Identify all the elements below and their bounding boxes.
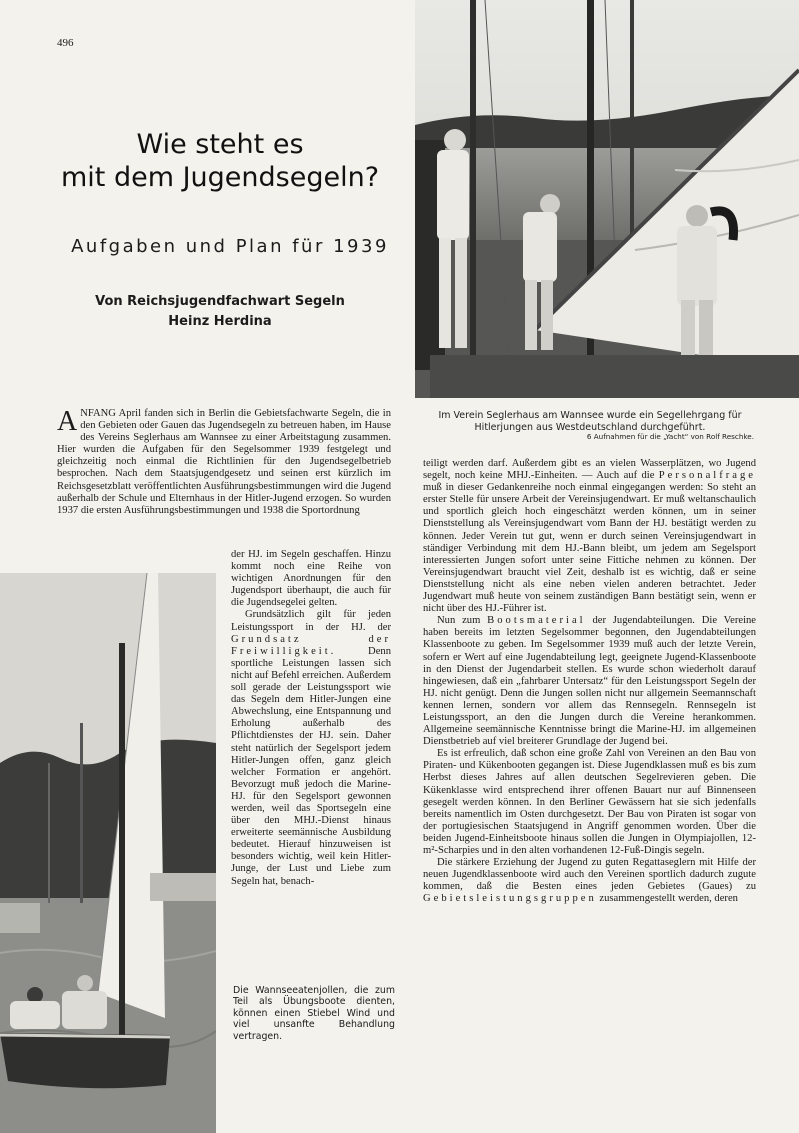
p2-text-a: Grundsätzlich gilt für jeden Leistungssport in der HJ. der: [231, 609, 391, 633]
col2-p1-b: muß in dieser Gedankenreihe noch einmal eingegangen werden: So steht an erster Stelle für unsere Arbeit der Vereinsjugendwart. Er muß weltanschaulich und sportlich gleich hoch eingeschätzt werden können, um in seiner Dienststellung als Vereinsjugendwart vom Bann der HJ. bestätigt werden zu können. Jeder Verein tut gut, wenn er durch seinen Vereinsjugendwart in ständiger Verbindung mit dem HJ.-Bann bleibt, um jedem am Segelsport interessierten Jungen sofort unter seine Fittiche nehmen zu können. Der Vereinsjugendwart braucht viel Zeit, deshalb ist es wichtig, daß er seine Dienststellung nicht als eine neben vielen anderen betrachtet. Jeder Jugendwart muß heute von seinem zuständigen Bann bestätigt sein, wenn er nicht über des HJ.-Führer ist.: [423, 482, 756, 615]
paragraph-regattasegler: [423, 857, 756, 905]
page-number: 496: [57, 37, 74, 49]
title-line-2: mit dem Jugendsegeln?: [60, 162, 380, 193]
paragraph-jugendklassen: Es ist erfreulich, daß schon eine große Zahl von Vereinen an den Bau von Piraten- und Kükenbooten gegangen ist. Diese Jugendklassen muß es bis zum Herbst dieses Jahres auf allen deutschen Segelrevieren geben. Die Kükenklasse wird entsprechend ihrer offenen Bauart nur auf Binnenseen gesegelt werden können. In den Berliner Gewässern hat sie sich jedenfalls bereits namentlich im Osten durchgesetzt. Der Bau von Piraten ist sogar von der portugiesischen Staatsjugend in Angriff genommen worden. Über die beiden Jugend-Einheitsboote hinaus sollen die Jungen in Olympiajollen, 12-m²-Scharpies und in den alten vorhandenen 12-Fuß-Dingis segeln.: [423, 748, 756, 856]
col2-p4-a: Die stärkere Erziehung der Jugend zu guten Regattaseglern mit Hilfe der neuen Jugendklassenboote wird auch den Vereinen sportlich dadurch zugute kommen, daß die Besten eines jeden Gebietes (Gaues) zu: [423, 857, 756, 893]
paragraph-freiwilligkeit: [231, 609, 391, 887]
p2-text-b: Denn sportliche Leistungen lassen sich nicht auf Befehl erreichen. Außerdem soll gerade der Leistungssport wie das Segeln dem Hitler-Jungen eine Abwechslung, eine Entspannung und Erholung außerhalb des Pflichtdienstes der HJ. sein. Daher steht natürlich der Segelsport jedem Hitler-Jungen offen, ganz gleich welcher Formation er angehört. Bevorzugt muß jedoch die Marine-HJ. für den Segelsport gewonnen werden, weil das Sportsegeln eine über den MHJ.-Dienst hinaus erweiterte seemännische Ausbildung bedeutet. Hierauf hinzuweisen ist besonders wichtig, weil kein Hitler-Junge, der Lust und Liebe zum Segeln hat, benach-: [231, 645, 391, 887]
intro-text: NFANG April fanden sich in Berlin die Gebietsfachwarte Segeln, die in den Gebieten oder Gauen das Jugendsegeln zu betreuen haben, im Hause des Vereins Seglerhaus am Wannsee zu einer Arbeitstagung zusammen. Hier wurden die Aufgaben für den Segelsommer 1939 festgelegt und gleichzeitig noch einmal die Richtlinien für den Jugendsegelbetrieb besprochen. Nach dem Staatsjugendgesetz und seinen erst kürzlich im Reichsgesetzblatt veröffentlichten Ausführungsbestimmungen wird die Jugend außerhalb der Schule und Elternhaus in der Hitler-Jugend erzogen. So wurden 1937 die ersten Ausführungsbestimmungen und 1938 die Sportordnung: [57, 408, 391, 516]
intro-paragraph: [57, 408, 391, 517]
photo-credit: 6 Aufnahmen für die „Yacht“ von Rolf Reschke.: [586, 432, 754, 441]
title-line-1: Wie steht es: [136, 129, 304, 160]
col2-p2-spaced: Bootsmaterial: [487, 615, 586, 627]
byline: [70, 292, 370, 332]
column-2: [423, 458, 756, 905]
col2-p2-a: Nun zum: [437, 615, 481, 627]
caption-dinghy: Die Wannseeatenjollen, die zum Teil als Übungsboote dienten, können einen Stiebel Wind und viel unsanfte Behandlung vertragen.: [233, 985, 395, 1042]
col2-p1-a: teiligt werden darf. Außerdem gibt es an vielen Wasserplätzen, wo Jugend segelt, noch keine MHJ.-Einheiten. — Auch auf die: [423, 458, 756, 482]
byline-author: Heinz Herdina: [168, 314, 272, 329]
col2-p2-b: der Jugendabteilungen. Die Vereine haben bereits im letzten Segelsommer begonnen, den Jugendabteilungen Klassenboote zu geben. Im Segelsommer 1939 muß auch der letzte Verein, sofern er Wert auf eine Jugendabteilung legt, geeignete Jugend-Klassenboote in den Dienst der Jugendarbeit stellen. Es wurde schon wiederholt darauf hingewiesen, daß ein „fahrbarer Untersatz“ für den Leistungssport Segeln der HJ. nicht genügt. Denn die Jungen sollen nicht nur allgemein Seemannschaft kennen lernen, sondern vor allem das Rennsegeln. Rennsegeln ist Leistungssport, an den die Jungen durch die Vereine herankommen. Allgemeine seemännische Kenntnisse bringt die Marine-HJ. im allgemeinen Dienstbetrieb auf viel breiterer Grundlage der Jugend bei.: [423, 615, 757, 748]
caption-sailing-lesson: Im Verein Seglerhaus am Wannsee wurde ein Segellehrgang für Hitlerjungen aus Westdeutschland durchgeführt.: [438, 410, 742, 433]
col2-p1-spaced: Personalfrage: [658, 470, 756, 482]
photo-sailing-lesson: [415, 0, 799, 398]
byline-line-1: Von Reichsjugendfachwart Segeln: [95, 294, 345, 309]
drop-cap: A: [57, 406, 78, 437]
intro-continuation: der HJ. im Segeln geschaffen. Hinzu kommt noch eine Reihe von wichtigen Anordnungen für den Jugendsport überhaupt, die auch für die Jugendsegelei gelten.: [231, 549, 391, 609]
column-1-beside-photo: [231, 549, 391, 888]
article-subtitle: Aufgaben und Plan für 1939: [71, 236, 389, 257]
col2-p4-spaced: Gebietsleistungsgruppen: [423, 893, 597, 905]
article-title: [40, 128, 400, 194]
photo-dinghy: [0, 573, 216, 1133]
col2-p4-b: zusammengestellt werden, deren: [599, 893, 738, 905]
column-1-intro: [57, 408, 391, 517]
p2-spaced-term: Grundsatz der Freiwilligkeit.: [231, 633, 391, 657]
paragraph-personal: [423, 458, 756, 615]
paragraph-bootsmaterial: [423, 615, 756, 748]
